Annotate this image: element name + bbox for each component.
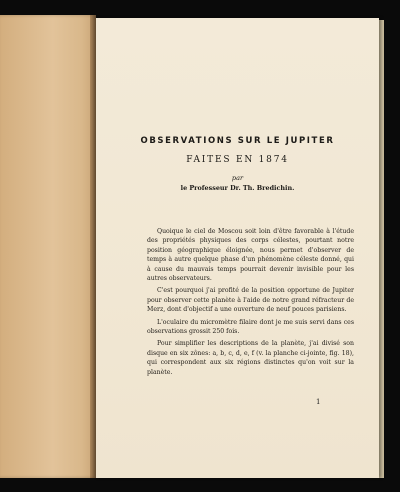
document-subtitle: FAITES EN 1874	[186, 155, 289, 165]
paragraph: Quoique le ciel de Moscou soit loin d'être favorable à l'étude des propriétés physiques des corps célestes, pourtant notre position géographique éloignée, nous permet d'observer de temps à autre quelque phase d'un phénomène céleste donné, qui à cause du mauvais temps pourrait devenir invisible pour les autres observateurs.	[147, 228, 354, 283]
page-number: 1	[316, 398, 321, 406]
paragraph: C'est pourquoi j'ai profité de la position opportune de Jupiter pour observer cette planète à l'aide de notre grand réfracteur de Merz, dont d'objectif a une ouverture de neuf pouces parisiens.	[147, 287, 354, 314]
author-name: le Professeur Dr. Th. Bredichin.	[180, 184, 295, 192]
folded-cover-page	[0, 15, 96, 478]
body-text	[147, 227, 354, 380]
document-title: OBSERVATIONS SUR LE JUPITER	[140, 136, 335, 146]
document-page	[96, 18, 379, 478]
page-stack-edge	[379, 20, 384, 478]
paragraph: L'oculaire du micromètre filaire dont je me suis servi dans ces observations grossit 250 fois.	[147, 318, 354, 336]
byline-par: par	[231, 174, 244, 182]
paragraph: Pour simplifier les descriptions de la planète, j'ai divisé son disque en six zônes: a, b, c, d, e, f (v. la planche ci-jointe, fig. 18), qui correspondent aux six régions distinctes qu'on voit sur la planète.	[147, 340, 354, 376]
